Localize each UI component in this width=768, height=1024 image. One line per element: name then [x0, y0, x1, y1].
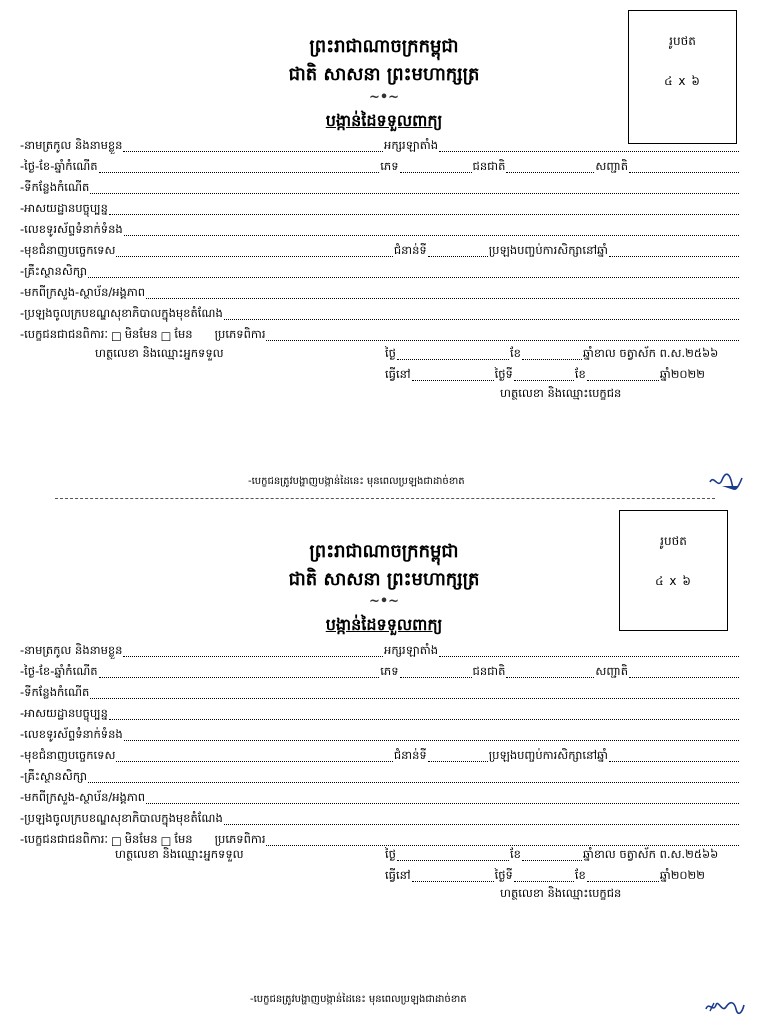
date-lunar-line[interactable]: ថ្ងៃ ខែ ឆ្នាំខាល ចត្វាស័ក ព.ស.២៥៦៦: [385, 346, 719, 360]
field-institution[interactable]: -គ្រឹះស្ថានសិក្សា: [20, 264, 740, 281]
field-ministry[interactable]: -មកពីក្រសួង-ស្ថាប័ន/អង្គភាព: [20, 285, 740, 302]
receipt-copy-2: [0, 505, 768, 1024]
field-birthplace[interactable]: -ទីកន្លែងកំណើត: [20, 685, 740, 702]
form-title: បង្កាន់ដៃទទួលពាក្យ: [325, 111, 443, 130]
field-birthplace[interactable]: -ទីកន្លែងកំណើត: [20, 180, 740, 197]
motto-heading: ជាតិ សាសនា ព្រះមហាក្សត្រ: [288, 64, 480, 85]
photo-size: ៤ x ៦: [664, 74, 701, 88]
field-disability: -បេក្ខជនជាជនពិការៈ ☐ មិនមែន ☐ មែន ប្រភេទពិការ: [20, 832, 740, 849]
checkbox-disabled[interactable]: ☐: [160, 330, 172, 344]
form-title: បង្កាន់ដៃទទួលពាក្យ: [325, 615, 443, 634]
field-name[interactable]: -នាមត្រកូល និងនាមខ្លួន អក្សរឡាតាំង: [20, 138, 740, 155]
checkbox-disabled[interactable]: ☐: [160, 835, 172, 849]
photo-label: រូបថត: [660, 534, 687, 548]
field-specialty[interactable]: -មុខជំនាញបច្ចេកទេស ជំនាន់ទី ប្រឡងបញ្ចប់ការសិក្សានៅឆ្នាំ: [20, 243, 740, 260]
receiver-signature-label: ហត្ថលេខា និងឈ្មោះអ្នកទទួល: [95, 346, 224, 360]
date-made-at-line[interactable]: ធ្វើនៅ ថ្ងៃទី ខែ ឆ្នាំ២០២២: [385, 868, 705, 882]
checkbox-not-disabled[interactable]: ☐: [110, 835, 122, 849]
field-phone[interactable]: -លេខទូរស័ព្ទទំនាក់ទំនង: [20, 727, 740, 744]
kingdom-heading: ព្រះរាជាណាចក្រកម្ពុជា: [309, 541, 459, 562]
field-disability-type[interactable]: [266, 328, 739, 341]
kingdom-heading: ព្រះរាជាណាចក្រកម្ពុជា: [309, 36, 459, 57]
field-dob[interactable]: -ថ្ងៃ-ខែ-ឆ្នាំកំណើត ភេទ ជនជាតិ សញ្ជាតិ: [20, 159, 740, 176]
footer-note: -បេក្ខជនត្រូវបង្ហាញបង្កាន់ដៃនេះ មុនពេលប្រឡងជាដាច់ខាត: [248, 476, 465, 487]
field-dob[interactable]: -ថ្ងៃ-ខែ-ឆ្នាំកំណើត ភេទ ជនជាតិ សញ្ជាតិ: [20, 664, 740, 681]
date-lunar-line[interactable]: ថ្ងៃ ខែ ឆ្នាំខាល ចត្វាស័ក ព.ស.២៥៦៦: [385, 847, 719, 861]
receipt-copy-1: [0, 0, 768, 500]
field-name[interactable]: -នាមត្រកូល និងនាមខ្លួន អក្សរឡាតាំង: [20, 643, 740, 660]
photo-label: រូបថត: [669, 34, 696, 48]
candidate-signature-label: ហត្ថលេខា និងឈ្មោះបេក្ខជន: [500, 386, 622, 400]
field-position[interactable]: -ប្រឡងចូលក្របខណ្ឌសុខាភិបាលក្នុងមុខតំណែង: [20, 306, 740, 323]
field-disability: -បេក្ខជនជាជនពិការៈ ☐ មិនមែន ☐ មែន ប្រភេទពិការ: [20, 327, 740, 344]
field-phone[interactable]: -លេខទូរស័ព្ទទំនាក់ទំនង: [20, 222, 740, 239]
checkbox-not-disabled[interactable]: ☐: [110, 330, 122, 344]
motto-heading: ជាតិ សាសនា ព្រះមហាក្សត្រ: [288, 569, 480, 590]
field-address[interactable]: -អាសយដ្ឋានបច្ចុប្បន្ន: [20, 201, 740, 218]
ornament-divider: ~•~: [368, 90, 400, 105]
footer-note: -បេក្ខជនត្រូវបង្ហាញបង្កាន់ដៃនេះ មុនពេលប្រឡងជាដាច់ខាត: [250, 994, 467, 1005]
scribble-mark: [708, 470, 744, 492]
scribble-mark: [704, 995, 746, 1017]
cut-line: [55, 498, 715, 499]
date-made-at-line[interactable]: ធ្វើនៅ ថ្ងៃទី ខែ ឆ្នាំ២០២២: [385, 367, 705, 381]
receiver-signature-label: ហត្ថលេខា និងឈ្មោះអ្នកទទួល: [115, 847, 244, 861]
field-institution[interactable]: -គ្រឹះស្ថានសិក្សា: [20, 769, 740, 786]
field-specialty[interactable]: -មុខជំនាញបច្ចេកទេស ជំនាន់ទី ប្រឡងបញ្ចប់ការសិក្សានៅឆ្នាំ: [20, 748, 740, 765]
photo-size: ៤ x ៦: [655, 574, 692, 588]
field-ministry[interactable]: -មកពីក្រសួង-ស្ថាប័ន/អង្គភាព: [20, 790, 740, 807]
field-position[interactable]: -ប្រឡងចូលក្របខណ្ឌសុខាភិបាលក្នុងមុខតំណែង: [20, 811, 740, 828]
ornament-divider: ~•~: [368, 594, 400, 609]
field-disability-type[interactable]: [266, 833, 739, 846]
candidate-signature-label: ហត្ថលេខា និងឈ្មោះបេក្ខជន: [500, 886, 622, 900]
field-address[interactable]: -អាសយដ្ឋានបច្ចុប្បន្ន: [20, 706, 740, 723]
